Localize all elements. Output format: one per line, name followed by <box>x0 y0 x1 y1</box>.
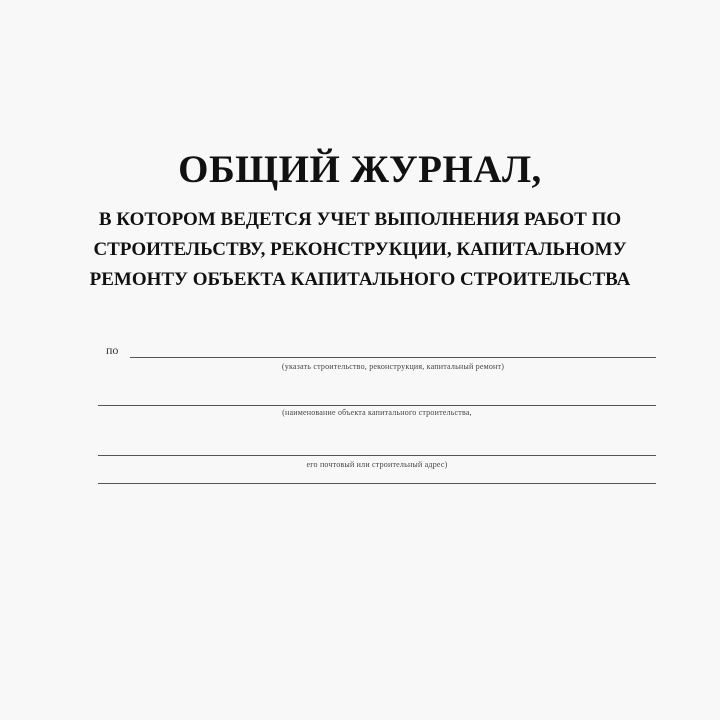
work-type-fill-line <box>130 357 656 358</box>
subtitle-line-2: СТРОИТЕЛЬСТВУ, РЕКОНСТРУКЦИИ, КАПИТАЛЬНОМУ <box>93 239 627 260</box>
object-name-caption: (наименование объекта капитального строительства, <box>282 408 472 417</box>
subtitle-line-1: В КОТОРОМ ВЕДЕТСЯ УЧЕТ ВЫПОЛНЕНИЯ РАБОТ ПО <box>98 209 622 230</box>
address-caption: его почтовый или строительный адрес) <box>306 460 448 469</box>
work-type-caption: (указать строительство, реконструкция, капитальный ремонт) <box>281 362 505 371</box>
address-fill-line <box>98 483 656 484</box>
po-label: по <box>106 343 119 357</box>
object-name-fill-line <box>98 405 656 406</box>
document-title: ОБЩИЙ ЖУРНАЛ, <box>178 148 542 191</box>
document-subtitle <box>60 205 660 295</box>
object-name-fill-line-2 <box>98 455 656 456</box>
subtitle-line-3: РЕМОНТУ ОБЪЕКТА КАПИТАЛЬНОГО СТРОИТЕЛЬСТВА <box>89 269 631 290</box>
